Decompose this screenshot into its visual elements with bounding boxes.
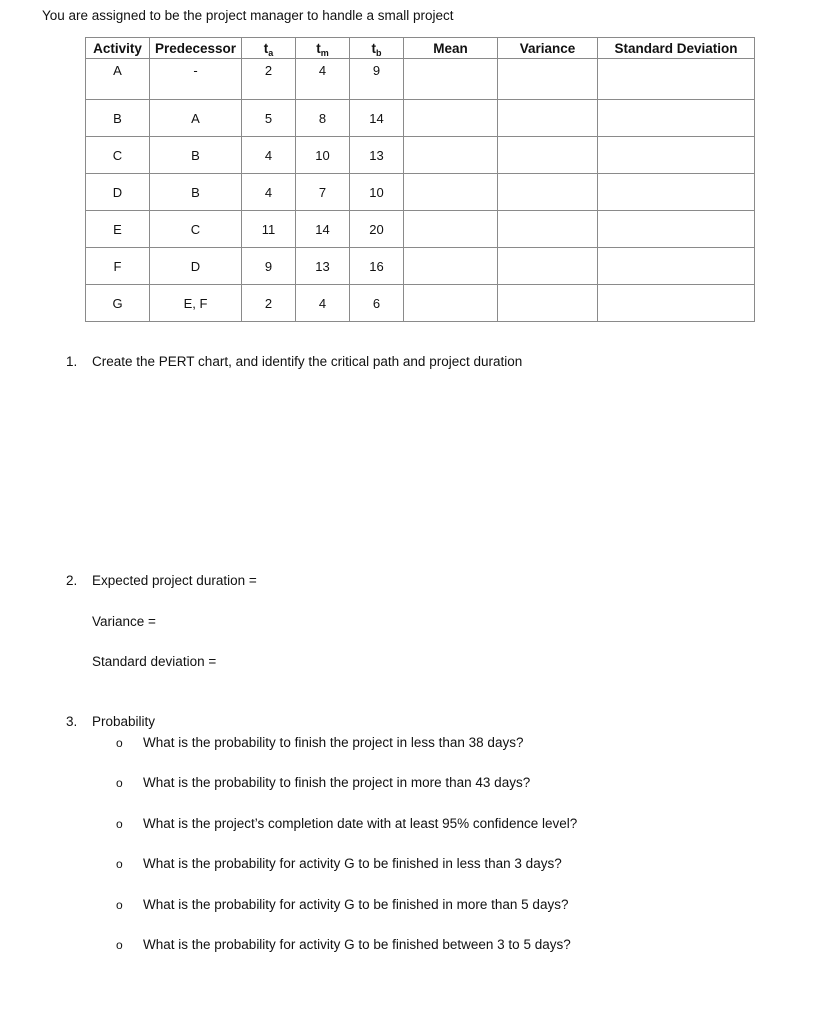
question-2 [66,573,257,588]
bullet-icon: o [116,898,123,912]
cell-variance [498,174,598,211]
cell-variance [498,285,598,322]
cell-std [598,285,755,322]
cell-ta: 4 [242,174,296,211]
table-row [86,211,755,248]
cell-std [598,137,755,174]
list-item: What is the probability for activity G to be finished in less than 3 days? [143,856,562,871]
cell-mean [404,174,498,211]
list-item: What is the probability to finish the project in less than 38 days? [143,735,524,750]
cell-tm: 13 [296,248,350,285]
table-row [86,248,755,285]
list-item: What is the probability for activity G to be finished between 3 to 5 days? [143,937,571,952]
question-3-number: 3. [66,714,78,729]
header-std: Standard Deviation [598,38,755,59]
cell-variance [498,211,598,248]
cell-predecessor: D [150,248,242,285]
list-item: What is the project’s completion date with at least 95% confidence level? [143,816,578,831]
cell-tm: 8 [296,100,350,137]
cell-ta: 4 [242,137,296,174]
header-tb-sub: b [376,47,382,58]
header-ta [242,38,296,59]
cell-mean [404,100,498,137]
header-variance: Variance [498,38,598,59]
table-row [86,174,755,211]
bullet-icon: o [116,817,123,831]
variance-label: Variance = [92,614,156,629]
table-row [86,137,755,174]
cell-variance [498,248,598,285]
cell-ta: 11 [242,211,296,248]
cell-ta: 5 [242,100,296,137]
cell-tb: 10 [350,174,404,211]
header-tm-sub: m [320,47,329,58]
table-header-row [86,38,755,59]
list-item: What is the probability to finish the project in more than 43 days? [143,775,531,790]
header-predecessor: Predecessor [150,38,242,59]
cell-std [598,248,755,285]
table-row [86,100,755,137]
header-mean: Mean [404,38,498,59]
table-row [86,59,755,100]
cell-tb: 20 [350,211,404,248]
cell-activity: F [86,248,150,285]
header-ta-sub: a [268,47,274,58]
cell-variance [498,59,598,100]
cell-predecessor: E, F [150,285,242,322]
cell-variance [498,137,598,174]
cell-ta: 2 [242,285,296,322]
list-item: What is the probability for activity G to be finished in more than 5 days? [143,897,569,912]
cell-tm: 4 [296,285,350,322]
header-tb [350,38,404,59]
std-deviation-label: Standard deviation = [92,654,217,669]
cell-mean [404,59,498,100]
question-1-number: 1. [66,354,78,369]
cell-ta: 9 [242,248,296,285]
cell-predecessor: B [150,137,242,174]
cell-activity: E [86,211,150,248]
question-2-text: Expected project duration = [92,573,257,588]
cell-activity: B [86,100,150,137]
bullet-icon: o [116,938,123,952]
cell-std [598,174,755,211]
cell-std [598,100,755,137]
cell-tb: 9 [350,59,404,100]
cell-activity: G [86,285,150,322]
cell-mean [404,285,498,322]
cell-predecessor: C [150,211,242,248]
cell-predecessor: A [150,100,242,137]
cell-std [598,211,755,248]
table-row [86,285,755,322]
cell-mean [404,211,498,248]
bullet-icon: o [116,857,123,871]
cell-predecessor: B [150,174,242,211]
cell-variance [498,100,598,137]
question-2-number: 2. [66,573,78,588]
cell-tm: 7 [296,174,350,211]
header-ta-main: t [263,40,269,56]
question-3 [66,714,155,729]
cell-mean [404,137,498,174]
cell-predecessor: - [150,59,242,100]
bullet-icon: o [116,736,123,750]
cell-activity: C [86,137,150,174]
cell-ta: 2 [242,59,296,100]
header-activity: Activity [86,38,150,59]
header-tb-main: t [371,40,376,56]
cell-activity: D [86,174,150,211]
cell-std [598,59,755,100]
cell-tb: 13 [350,137,404,174]
question-3-text: Probability [92,714,156,729]
question-1-text: Create the PERT chart, and identify the critical path and project duration [92,354,523,369]
cell-tb: 6 [350,285,404,322]
cell-tb: 14 [350,100,404,137]
cell-tb: 16 [350,248,404,285]
bullet-icon: o [116,776,123,790]
cell-tm: 14 [296,211,350,248]
intro-text: You are assigned to be the project manager to handle a small project [42,8,454,23]
cell-tm: 4 [296,59,350,100]
cell-mean [404,248,498,285]
cell-activity: A [86,59,150,100]
header-tm [296,38,350,59]
pert-activity-table [85,37,755,322]
header-tm-main: t [316,40,321,56]
cell-tm: 10 [296,137,350,174]
question-1 [66,354,522,369]
